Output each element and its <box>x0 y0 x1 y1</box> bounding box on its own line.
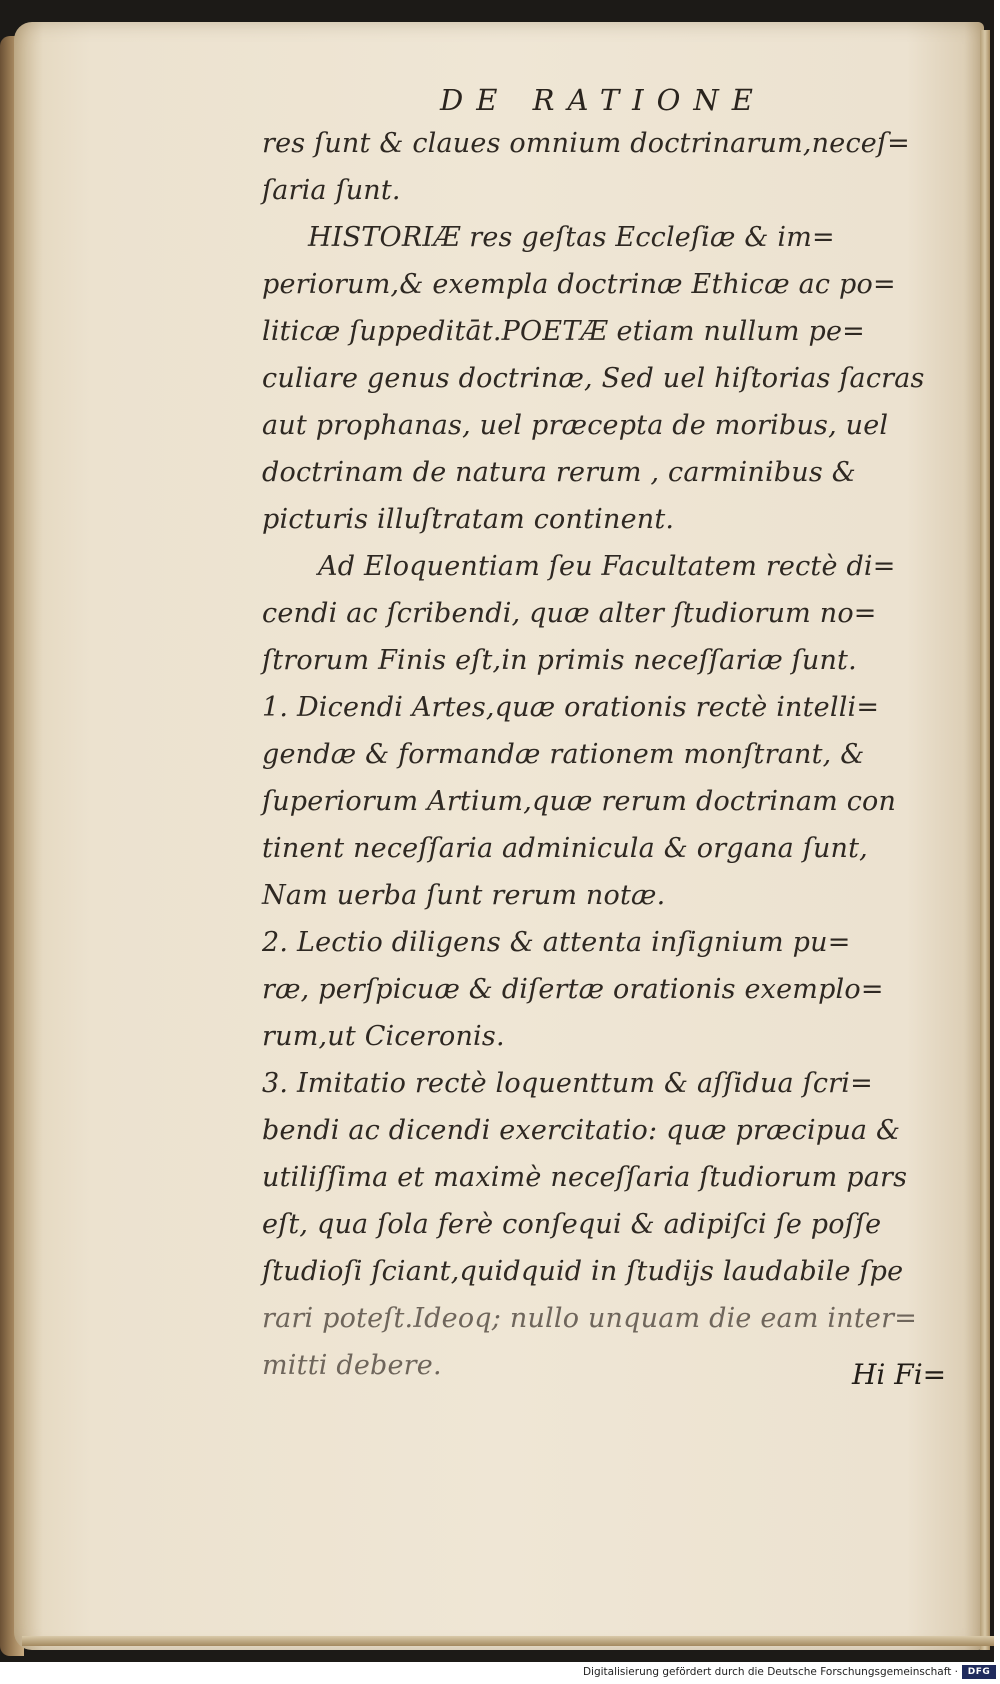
text-line-10: Ad Eloquentiam ſeu Facultatem rectè di= <box>318 551 896 582</box>
text-line-20: rum,ut Ciceronis. <box>262 1021 505 1052</box>
text-line-23: utiliſſima et maximè neceſſaria ſtudiorum pars <box>262 1162 908 1193</box>
text-line-15: ſuperiorum Artium,quæ rerum doctrinam con <box>262 786 897 817</box>
text-line-4: periorum,& exempla doctrinæ Ethicæ ac po= <box>262 269 896 300</box>
text-line-18: 2. Lectio diligens & attenta inſignium pu= <box>262 927 851 958</box>
text-line-21: 3. Imitatio rectè loquenttum & aſſidua ſcri= <box>262 1068 873 1099</box>
text-line-26: rari poteſt.Ideoq; nullo unquam die eam inter= <box>262 1303 918 1334</box>
text-line-5: liticæ ſuppeditāt.POETÆ etiam nullum pe= <box>262 316 865 347</box>
text-line-14: gendæ & formandæ rationem monſtrant, & <box>262 739 865 770</box>
text-line-11: cendi ac ſcribendi, quæ alter ſtudiorum no= <box>262 598 877 629</box>
page-bottom-edge <box>22 1636 994 1646</box>
text-line-22: bendi ac dicendi exercitatio: quæ præcipua & <box>262 1115 901 1146</box>
catchword: Hi Fi= <box>852 1358 947 1391</box>
text-line-3: HISTORIÆ res geſtas Eccleſiæ & im= <box>308 222 835 253</box>
text-line-12: ſtrorum Finis eſt,in primis neceſſariæ ſunt. <box>262 645 857 676</box>
text-line-13: 1. Dicendi Artes,quæ orationis rectè intelli= <box>262 692 880 723</box>
text-line-2: ſaria ſunt. <box>262 175 401 206</box>
text-line-8: doctrinam de natura rerum , carminibus & <box>262 457 856 488</box>
text-line-25: ſtudioſi ſciant,quidquid in ſtudijs laudabile ſpe <box>262 1256 904 1287</box>
page-fore-edge <box>980 30 990 1650</box>
footer-bar <box>0 1662 1000 1684</box>
text-line-27: mitti debere. <box>262 1350 442 1381</box>
funding-credit: Digitalisierung gefördert durch die Deutsche Forschungsgemeinschaft · <box>582 1666 958 1678</box>
text-line-16: tinent neceſſaria adminicula & organa ſunt, <box>262 833 868 864</box>
text-line-17: Nam uerba ſunt rerum notæ. <box>262 880 666 911</box>
text-line-19: ræ, perſpicuæ & diſertæ orationis exemplo= <box>262 974 884 1005</box>
text-line-7: aut prophanas, uel præcepta de moribus, uel <box>262 410 889 441</box>
text-line-1: res ſunt & claues omnium doctrinarum,neceſ= <box>262 128 910 159</box>
text-line-9: picturis illuſtratam continent. <box>262 504 675 535</box>
dfg-logo: DFG <box>962 1665 996 1679</box>
running-header: DE RATIONE <box>440 83 766 117</box>
text-line-24: eſt, qua ſola ferè conſequi & adipiſci ſe poſſe <box>262 1209 882 1240</box>
text-line-6: culiare genus doctrinæ, Sed uel hiſtorias ſacras <box>262 363 925 394</box>
